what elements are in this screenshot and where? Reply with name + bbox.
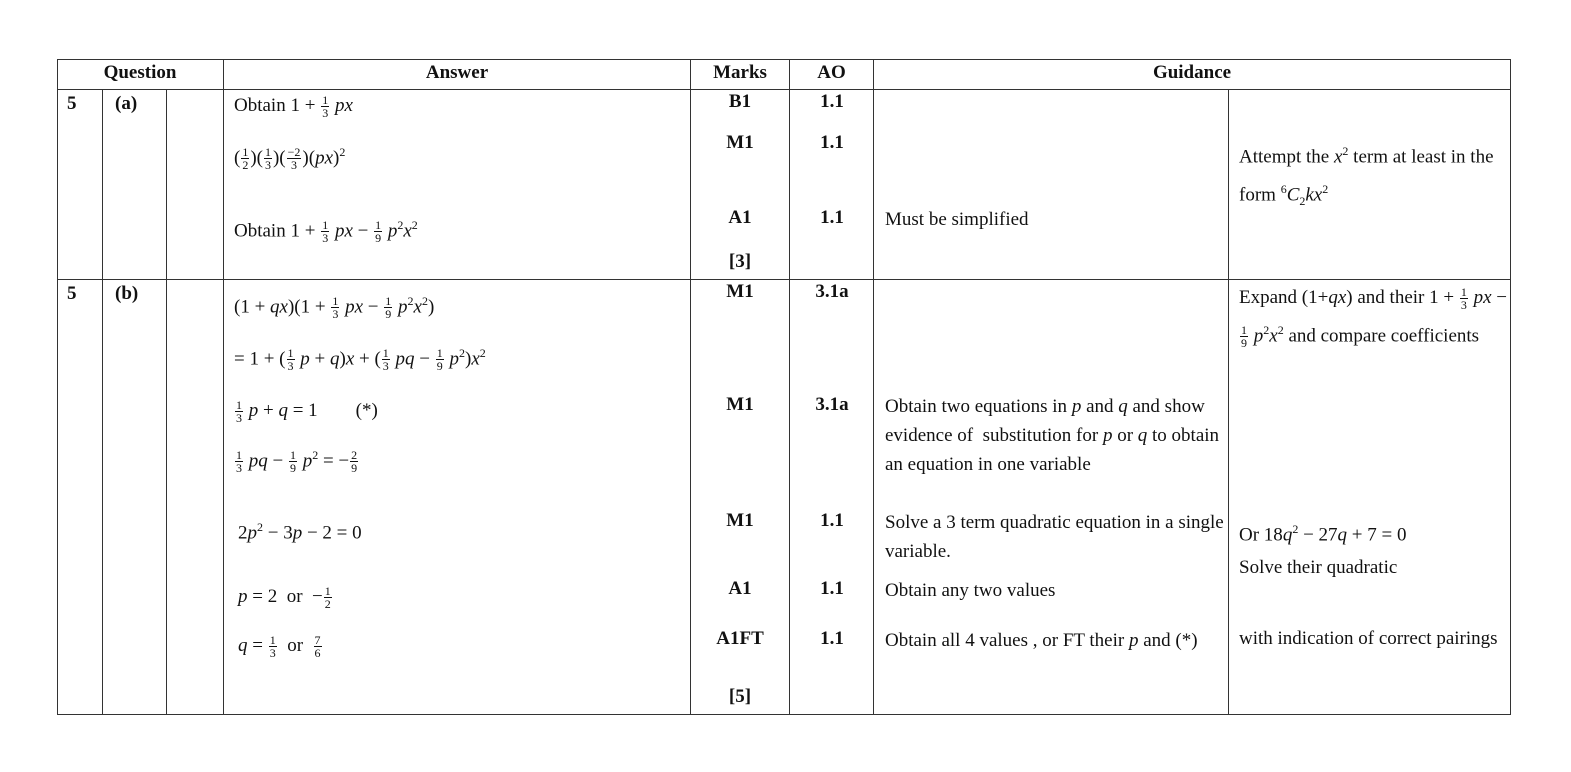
question-number: 5 (67, 93, 77, 114)
ao-code: 1.1 (820, 207, 844, 228)
guidance-note: Solve a 3 term quadratic equation in a single variable. (885, 512, 1224, 562)
table-border-top (57, 59, 1511, 60)
mark-total: [3] (728, 251, 752, 272)
answer-line: = 1 + ( $\frac{1}{3}$ p + q)x + ( $\frac{1}{3}$ pq − $\frac{1}{9}$ $p^2)x^2$ (234, 346, 486, 374)
guidance-note: Expand (1+qx) and their 1 + $\frac{1}{3}$ px − $\frac{1}{9}$ $p^2x^2$ and compare coefficients (1239, 285, 1507, 351)
col-divider (102, 89, 103, 715)
answer-line: $2p^2 - 3p - 2 = 0$ (238, 520, 362, 544)
header-question: Question (103, 62, 177, 83)
ao-code: 1.1 (820, 628, 844, 649)
ao-code: 3.1a (815, 394, 849, 415)
mark-code: M1 (726, 394, 754, 415)
table-border-right (1510, 59, 1511, 715)
col-divider (166, 89, 167, 715)
answer-line: $\frac{1}{3}$ p + q = 1 (*) (236, 398, 378, 426)
ao-code: 1.1 (820, 132, 844, 153)
answer-line: $\frac{1}{3}$ pq − $\frac{1}{9}$ $p^2$ = − $\frac{2}{9}$ (236, 448, 358, 476)
header-ao: AO (817, 62, 846, 83)
mark-code: M1 (726, 281, 754, 302)
guidance-note: Or $18q^2 - 27q + 7 = 0$ Solve their quadratic (1239, 522, 1407, 579)
answer-line: (1 + qx)(1 + $\frac{1}{3}$ px − $\frac{1}{9}$ $p^2x^2$) (234, 294, 435, 322)
mark-code: A1 (728, 207, 752, 228)
question-part: (a) (115, 93, 138, 114)
ao-code: 1.1 (820, 91, 844, 112)
ao-code: 3.1a (815, 281, 849, 302)
guidance-note: Obtain all 4 values , or FT their p and (*) (885, 630, 1198, 651)
guidance-note: Must be simplified (885, 209, 1029, 230)
mark-total: [5] (728, 686, 752, 707)
guidance-note: Obtain two equations in p and q and show evidence of substitution for p or q to obtain an equation in one variable (885, 396, 1220, 475)
table-border-bottom (57, 714, 1511, 715)
ao-code: 1.1 (820, 510, 844, 531)
mark-code: M1 (726, 510, 754, 531)
mark-code: A1 (728, 578, 752, 599)
header-marks: Marks (713, 62, 767, 83)
col-divider (223, 59, 224, 715)
part-divider (57, 279, 1511, 280)
header-guidance: Guidance (1152, 62, 1232, 83)
mark-code: A1FT (716, 628, 764, 649)
header-divider (57, 89, 1511, 90)
mark-scheme-table (57, 59, 1511, 715)
answer-line: p = 2 or − $\frac{1}{2}$ (238, 584, 331, 612)
col-divider (789, 59, 790, 715)
answer-line: ( $\frac{1}{2}$ )( $\frac{1}{3}$ )( $\frac{-2}{3}$ )(px)$^2$ (234, 145, 346, 173)
answer-line: Obtain 1 + $\frac{1}{3}$ px (234, 93, 353, 121)
table-border-left (57, 59, 58, 715)
guidance-note: Attempt the $x^2$ term at least in the form $^6C_2kx^2$ (1239, 144, 1494, 209)
question-part: (b) (115, 283, 139, 304)
guidance-note: with indication of correct pairings (1239, 628, 1498, 649)
header-answer: Answer (425, 62, 489, 83)
guidance-note: Obtain any two values (885, 580, 1056, 601)
answer-line: Obtain 1 + $\frac{1}{3}$ px − $\frac{1}{9}$ $p^2x^2$ (234, 218, 418, 246)
mark-code: M1 (726, 132, 754, 153)
answer-line: q = $\frac{1}{3}$ or $\frac{7}{6}$ (238, 633, 321, 661)
col-divider (690, 59, 691, 715)
ao-code: 1.1 (820, 578, 844, 599)
mark-code: B1 (728, 91, 752, 112)
question-number: 5 (67, 283, 77, 304)
col-divider (873, 59, 874, 715)
